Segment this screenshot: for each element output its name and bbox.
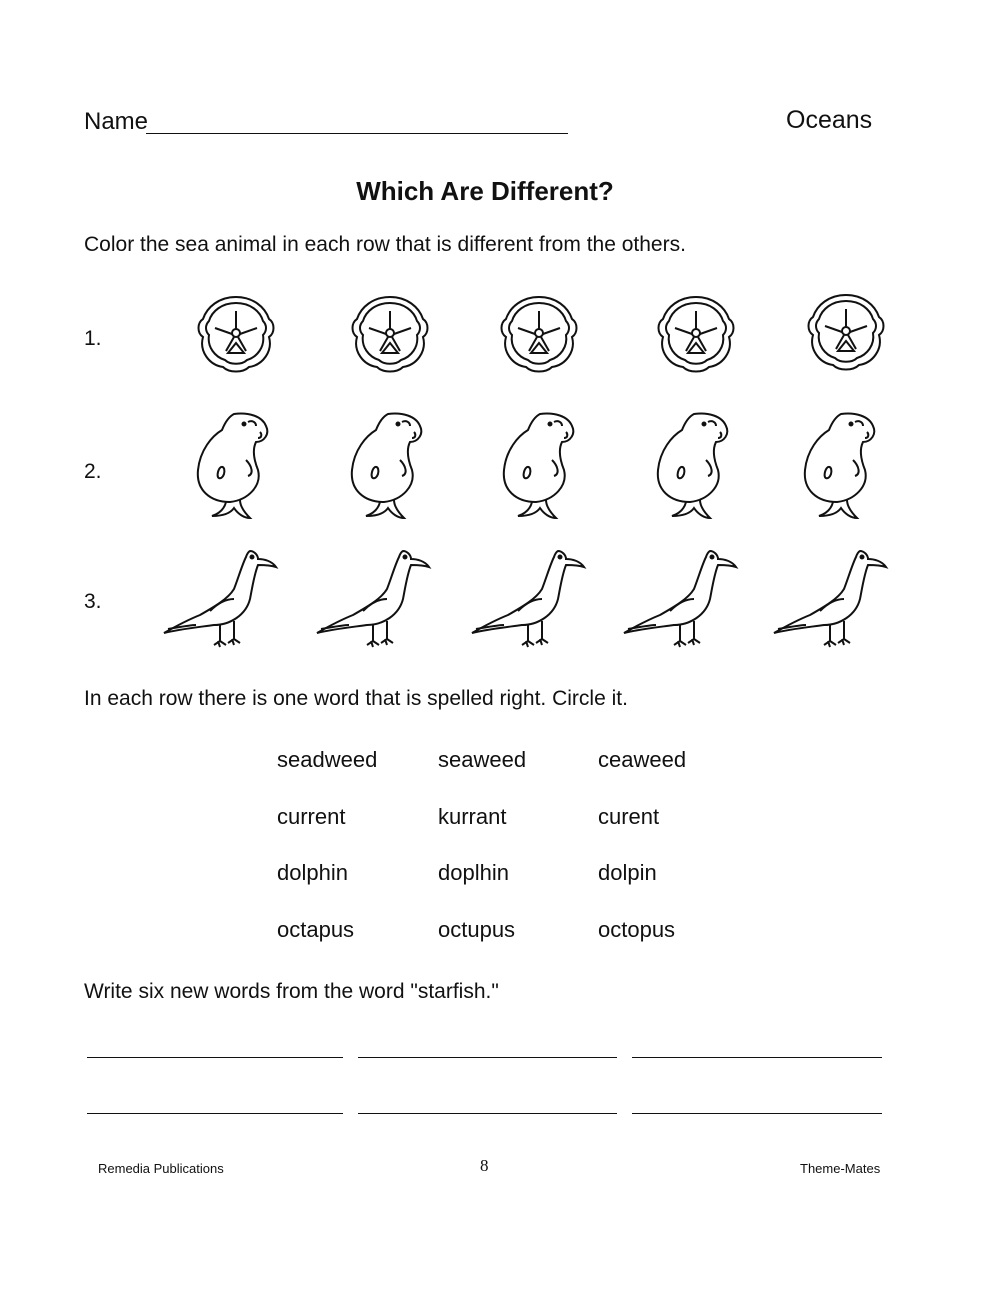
spelling-word[interactable]: octopus (598, 917, 676, 942)
spelling-word[interactable]: dolphin (277, 860, 348, 885)
answer-line[interactable] (632, 1113, 882, 1114)
section1-instruction: Color the sea animal in each row that is different from the others. (84, 233, 686, 256)
sand-dollar-icon[interactable] (195, 293, 277, 375)
section2-instruction: In each row there is one word that is spelled right. Circle it. (84, 687, 628, 710)
seagull-icon[interactable] (770, 545, 895, 655)
topic-label: Oceans (786, 106, 873, 134)
name-field-line[interactable] (146, 133, 568, 134)
spelling-word[interactable]: ceaweed (598, 747, 687, 772)
page-title: Which Are Different? (356, 176, 614, 206)
row-number: 3. (84, 590, 102, 613)
answer-line[interactable] (87, 1113, 343, 1114)
answer-line[interactable] (358, 1113, 617, 1114)
manatee-icon[interactable] (650, 410, 735, 522)
seagull-icon[interactable] (468, 545, 593, 655)
spelling-word[interactable]: current (277, 804, 346, 829)
answer-line[interactable] (358, 1057, 617, 1058)
seagull-icon[interactable] (313, 545, 438, 655)
section3-instruction: Write six new words from the word "starfish." (84, 980, 499, 1003)
publisher-label: Remedia Publications (98, 1161, 224, 1176)
sand-dollar-icon[interactable] (805, 291, 887, 373)
name-label: Name (84, 108, 149, 135)
answer-line[interactable] (87, 1057, 343, 1058)
spelling-word[interactable]: octupus (438, 917, 516, 942)
spelling-word[interactable]: doplhin (438, 860, 509, 885)
sand-dollar-icon[interactable] (655, 293, 737, 375)
seagull-icon[interactable] (620, 545, 745, 655)
spelling-word[interactable]: octapus (277, 917, 355, 942)
manatee-icon[interactable] (797, 410, 882, 522)
row-number: 2. (84, 460, 102, 483)
sand-dollar-icon[interactable] (498, 293, 580, 375)
page-number: 8 (480, 1156, 489, 1175)
row-number: 1. (84, 327, 102, 350)
spelling-word[interactable]: curent (598, 804, 660, 829)
manatee-icon[interactable] (190, 410, 275, 522)
spelling-word[interactable]: seadweed (277, 747, 378, 772)
answer-line[interactable] (632, 1057, 882, 1058)
spelling-word[interactable]: kurrant (438, 804, 507, 829)
spelling-word[interactable]: seaweed (438, 747, 527, 772)
manatee-icon[interactable] (344, 410, 429, 522)
seagull-icon[interactable] (160, 545, 285, 655)
manatee-icon[interactable] (496, 410, 581, 522)
spelling-word[interactable]: dolpin (598, 860, 657, 885)
sand-dollar-icon[interactable] (349, 293, 431, 375)
series-label: Theme-Mates (800, 1161, 881, 1176)
